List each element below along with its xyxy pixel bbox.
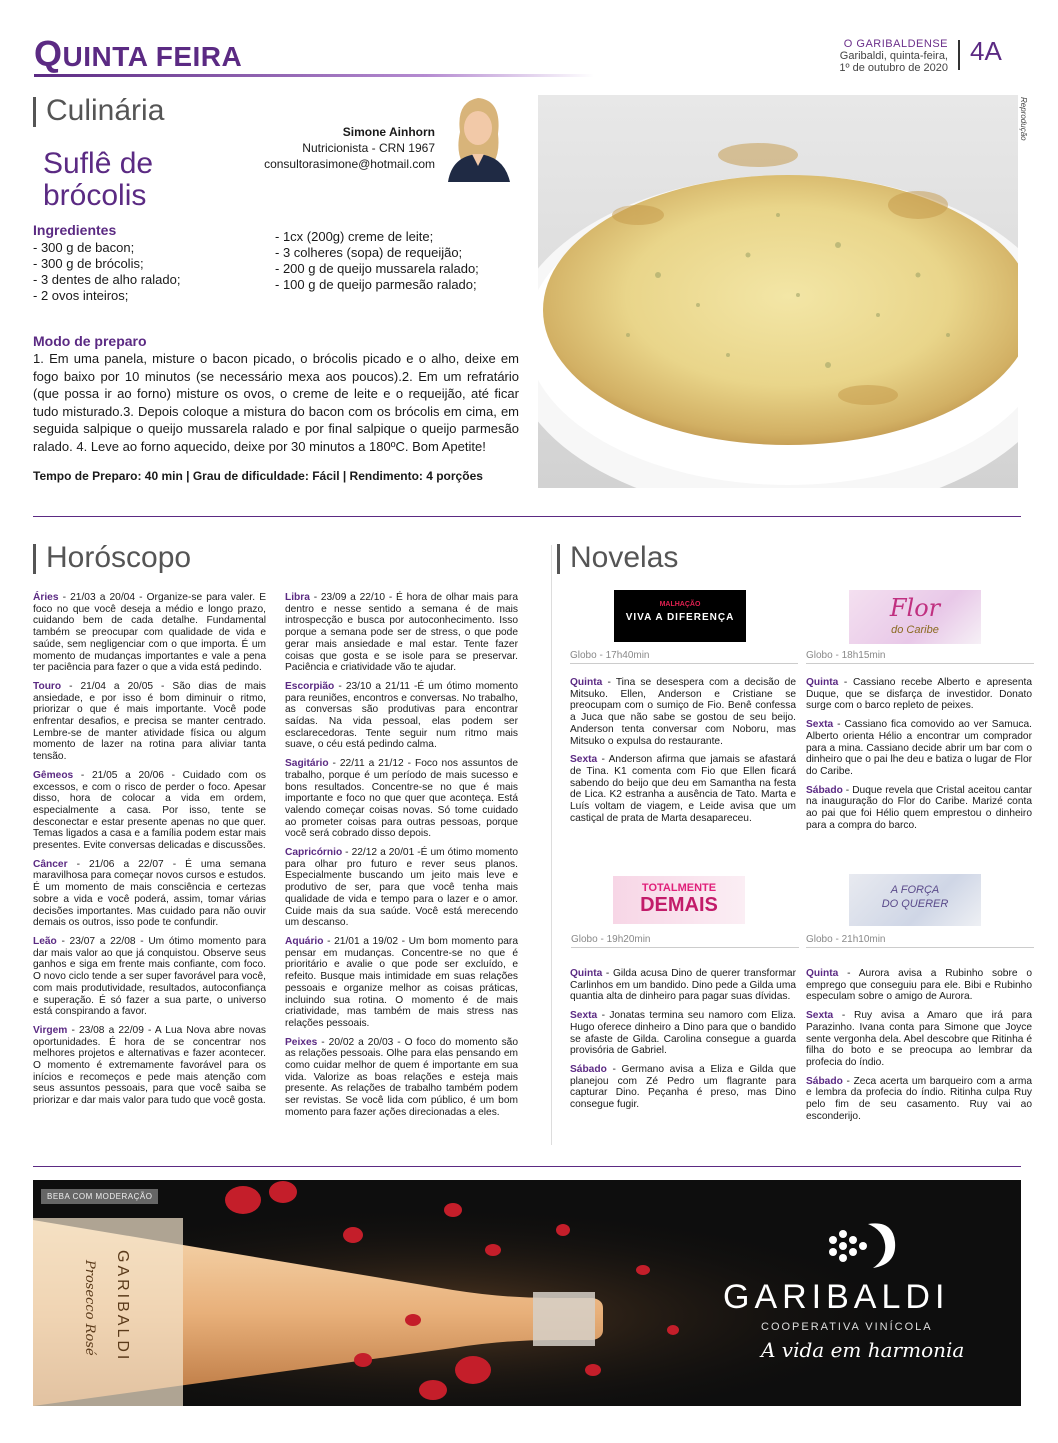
- horoscope-column-2: [285, 592, 518, 1126]
- horoscope-entry: Sagitário - 22/11 a 21/12 - Foco nos assuntos de trabalho, porque é um período de mais sucesso e bons resultados. Concentre-se no que é mais importante e foco no que quer que aconteça. Está valendo começar coisas novas. Só tome cuidado ao prometer coisas para outras pessoas, porque você será cobrado disso depois.: [285, 758, 518, 840]
- novela-synopsis: Quinta - Aurora avisa a Rubinho sobre o emprego que conseguiu para ele. Bibi e Rubinho especulam sobre o amigo de Aurora. Sexta - Ruy avisa a Amaro que irá para Parazinho. Ivana conta para Simone que Joyce sente vergonha dela. Abel descobre que Ritinha é filha do boto e se preocupa ao lembrar da profecia do índio. Sábado - Zeca acerta um barqueiro com a arma e lembra da profecia do índio. Ritinha culpa Ruy pelo fim de seu casamento. Ruy vai ao esconderijo.: [806, 968, 1032, 1122]
- page-header: [0, 0, 1058, 80]
- horoscope-column-1: [33, 592, 266, 1114]
- photo-credit: Reprodução: [1019, 97, 1028, 141]
- horoscope-entry: Touro - 21/04 a 20/05 - São dias de mais ansiedade, e por isso é bom diminuir o ritmo, priorizar o que é mais importante. Você pode enfrentar desafios, e precisa se manter centrado. Lembre-se de manter atividade física ou algum momento de lazer na rotina para aliviar tanta tensão.: [33, 680, 266, 763]
- ad-slogan: A vida em harmonia: [761, 1338, 965, 1362]
- list-item: - 300 g de bacon;: [33, 240, 135, 255]
- horoscope-entry: Virgem - 23/08 a 22/09 - A Lua Nova abre novas oportunidades. É hora de se concentrar nos melhores projetos e alternativas e fazer acontecer. O momento é extremamente favorável para os inícios e recomeços e pede mais atenção com seus assuntos pessoais, para que você saiba se priorizar e dar mais valor para tudo que você gosta.: [33, 1024, 266, 1107]
- section-divider: [33, 516, 1021, 517]
- column-rule: [551, 545, 552, 1145]
- ingredients-list-1: [33, 240, 180, 304]
- horoscope-entry: Escorpião - 23/10 a 21/11 -É um ótimo momento para reuniões, encontros e conversas. No trabalho, as conversas são produtivas para encontrar saídas. Na vida pessoal, elas podem ser esclarecedoras. Tente seguir num ritmo mais suave, o céu está pedindo calma.: [285, 680, 518, 751]
- list-item: - 100 g de queijo parmesão ralado;: [275, 277, 477, 292]
- novela-logo-flor-do-caribe: Flor do Caribe: [849, 590, 981, 644]
- page-number-separator: [958, 40, 960, 70]
- day-title: QUINTA FEIRA: [34, 33, 243, 74]
- novela-synopsis: Quinta - Tina se desespera com a decisão de Mitsuko. Ellen, Anderson e Cristiane se preocupam com o sumiço de Fio. Benê confessa a Juca que não sabe se gostou de seu beijo. Anderson tenta conversar com Noboru, mas Mitsuko o expulsa do restaurante. Sexta - Anderson afirma que jamais se afastará de Tina. K1 comenta com Fio que Ellen ficará sabendo do beijo que deu em Samantha na festa de Lica. K2 estranha a ausência de Tato. Marta e Luís voltam de viagem, e Leide avisa que um castiçal de prata de Marta desapareceu.: [570, 677, 796, 824]
- advertisement: [33, 1180, 1021, 1406]
- horoscope-entry: Libra - 23/09 a 22/10 - É hora de olhar mais para dentro e nesse sentido a semana é de mais introspecção e busca por autoconhecimento. Isso porque a semana pode ser de stress, o que pode gerar mais ansiedade e mal estar. Tente fazer coisas que gosta e se isole para se preservar. Paciência e criatividade vão te ajudar.: [285, 592, 518, 674]
- horoscope-entry: Leão - 23/07 a 22/08 - Um ótimo momento para dar mais valor ao que já conquistou. Observe seus ganhos e siga em frente mais confiante, com foco. O novo ciclo tende a ser super favorável para você, com mais produtividade, resultados, autoconfiança e superação. É só fazer a sua parte, o universo está conspirando a favor.: [33, 935, 266, 1018]
- novela-channel: Globo - 19h20min: [571, 934, 799, 948]
- section-title-horoscopo: Horóscopo: [46, 541, 192, 574]
- author-role: Nutricionista - CRN 1967: [302, 141, 435, 155]
- horoscope-entry: Gêmeos - 21/05 a 20/06 - Cuidado com os excessos, e com o risco de perder o foco. Apesar disso, hora de colocar a vida em ordem, especialmente a casa. Por isso, tente se desconectar e estar presente apenas no que quer. Temas ligados a casa e a família podem estar mais presentes. Evite conversas delicadas e discussões.: [33, 769, 266, 852]
- prep-text: 1. Em uma panela, misture o bacon picado, o brócolis picado e o alho, deixe em fogo baixo por 10 minutos (se necessário mexa aos poucos).2. Em um refratário (que possa ir ao forno) misture os ovos, o creme de leite e o requeijão, até ficar tudo misturado.3. Depois coloque a mistura do bacon com os brócolis em cima, em seguida salpique o queijo mussarela ralado e por final salpique o queijo parmesão ralado. 4. Leve ao forno aquecido, deixe por 30 minutos a 180ºC. Bom Apetite!: [33, 351, 519, 454]
- ad-brand: GARIBALDI: [723, 1278, 950, 1316]
- bottle-sub-label: Prosecco Rosé: [82, 1260, 97, 1356]
- novela-synopsis: Quinta - Gilda acusa Dino de querer transformar Carlinhos em um bandido. Dino pede a Gilda uma quantia alta de dinheiro para pagar suas dívidas. Sexta - Jonatas termina seu namoro com Eliza. Hugo oferece dinheiro a Dino para que o bandido se afaste de Gilda. Carolina consegue a guarda provisória de Gabriel. Sábado - Germano avisa a Eliza e Gilda que planejou com Zé Pedro um flagrante para capturar Dino. Peçanha é preso, mas Dino consegue fugir.: [570, 968, 796, 1111]
- novela-channel: Globo - 17h40min: [570, 650, 798, 664]
- header-rule: [34, 74, 594, 77]
- section-title-culinaria: Culinária: [46, 94, 165, 127]
- list-item: - 3 colheres (sopa) de requeijão;: [275, 245, 463, 260]
- ad-subtitle: COOPERATIVA VINÍCOLA: [761, 1321, 933, 1333]
- ingredients-title: Ingredientes: [33, 222, 117, 238]
- recipe-title: Suflê de brócolis: [43, 147, 154, 212]
- section-title-novelas: Novelas: [570, 541, 679, 574]
- author-block: [250, 124, 435, 172]
- prep-footer: Tempo de Preparo: 40 min | Grau de dificuldade: Fácil | Rendimento: 4 porções: [33, 469, 483, 483]
- bottle-label: GARIBALDI: [114, 1250, 131, 1363]
- list-item: - 1cx (200g) creme de leite;: [275, 229, 434, 244]
- horoscope-entry: Capricórnio - 22/12 a 20/01 -É um ótimo momento para olhar pro futuro e rever seus planos. Especialmente buscando um jeito mais leve e produtivo de ser, para que você tenha mais qualidade de vida e tempo para o lazer e o amor. Cuide mais da sua saúde. Você está merecendo um descanso.: [285, 847, 518, 929]
- horoscope-entry: Peixes - 20/02 a 20/03 - O foco do momento são as relações pessoais. Olhe para elas pensando em como cuidar melhor de quem é importante em sua vida. Valorize as boas relações e esteja mais presente. As relações de trabalho também podem ser revistas. Se você lida com público, é um bom momento para fazer ações direcionadas a eles.: [285, 1036, 518, 1118]
- novela-logo-totalmente-demais: TOTALMENTE DEMAIS: [613, 876, 745, 924]
- list-item: - 2 ovos inteiros;: [33, 288, 129, 303]
- ingredients-list-2: [275, 229, 479, 293]
- prep-title: Modo de preparo: [33, 333, 147, 349]
- page-number: 4A: [970, 36, 1002, 66]
- drink-responsibly-tag: BEBA COM MODERAÇÃO: [41, 1189, 158, 1204]
- author-photo: [438, 92, 518, 182]
- section-divider: [33, 1166, 1021, 1167]
- paper-name: O GARIBALDENSE: [843, 38, 948, 50]
- novela-logo-malhacao: MALHAÇÃO VIVA A DIFERENÇA: [614, 590, 746, 642]
- horoscope-entry: Câncer - 21/06 a 22/07 - É uma semana maravilhosa para começar novos cursos e estudos. É um momento de mais consciência e certezas sobre a vida e você poderá, assim, tomar várias decisões importantes. Mas cuidado para não ouvir demais os outros, isso pode te confundir.: [33, 858, 266, 929]
- horoscope-entry: Aquário - 21/01 a 19/02 - Um bom momento para pensar em mudanças. Concentre-se no que é prioritário e avalie o que pode ser excluído, e refeito. Busque mais intimidade em suas relações pessoais e organize melhor as coisas práticas, incluindo sua rotina. O momento é de mais criatividade, mas também de mais stress nas relações pessoais.: [285, 935, 518, 1029]
- novela-synopsis: Quinta - Cassiano recebe Alberto e apresenta Duque, que se disfarça de investidor. Donato surge com o barco repleto de peixes. Sexta - Cassiano fica comovido ao ver Samuca. Alberto orienta Hélio a encontrar um comprador para a mina. Cassiano decide abrir um bar com o dinheiro que o pai lhe deu e batiza o lugar de Flor do Caribe. Sábado - Duque revela que Cristal aceitou cantar na inauguração do Flor do Caribe. Marizé conta ao pai que foi Hélio quem emprestou o dinheiro para a compra do barco.: [806, 677, 1032, 831]
- date-line-1: Garibaldi, quinta-feira,: [839, 50, 948, 62]
- novela-channel: Globo - 21h10min: [806, 934, 1034, 948]
- food-photo: [538, 95, 1018, 488]
- list-item: - 300 g de brócolis;: [33, 256, 144, 271]
- novela-channel: Globo - 18h15min: [806, 650, 1034, 664]
- author-email: consultorasimone@hotmail.com: [264, 157, 435, 171]
- list-item: - 3 dentes de alho ralado;: [33, 272, 181, 287]
- horoscope-entry: Áries - 21/03 a 20/04 - Organize-se para valer. E foco no que você deseja a médio e longo prazo, cuidando bem de cada detalhe. Fundamental também se preocupar com qualidade de vida e saúde, sem negligenciar com o que importa. É um momento de mudanças importantes e vale a pena ter paciência para fazer o que a vida está pedindo.: [33, 592, 266, 674]
- list-item: - 200 g de queijo mussarela ralado;: [275, 261, 479, 276]
- novela-logo-a-forca-do-querer: A FORÇA DO QUERER: [849, 874, 981, 926]
- author-name: Simone Ainhorn: [342, 125, 435, 139]
- date-line-2: 1º de outubro de 2020: [839, 62, 948, 74]
- paper-info: [839, 38, 948, 74]
